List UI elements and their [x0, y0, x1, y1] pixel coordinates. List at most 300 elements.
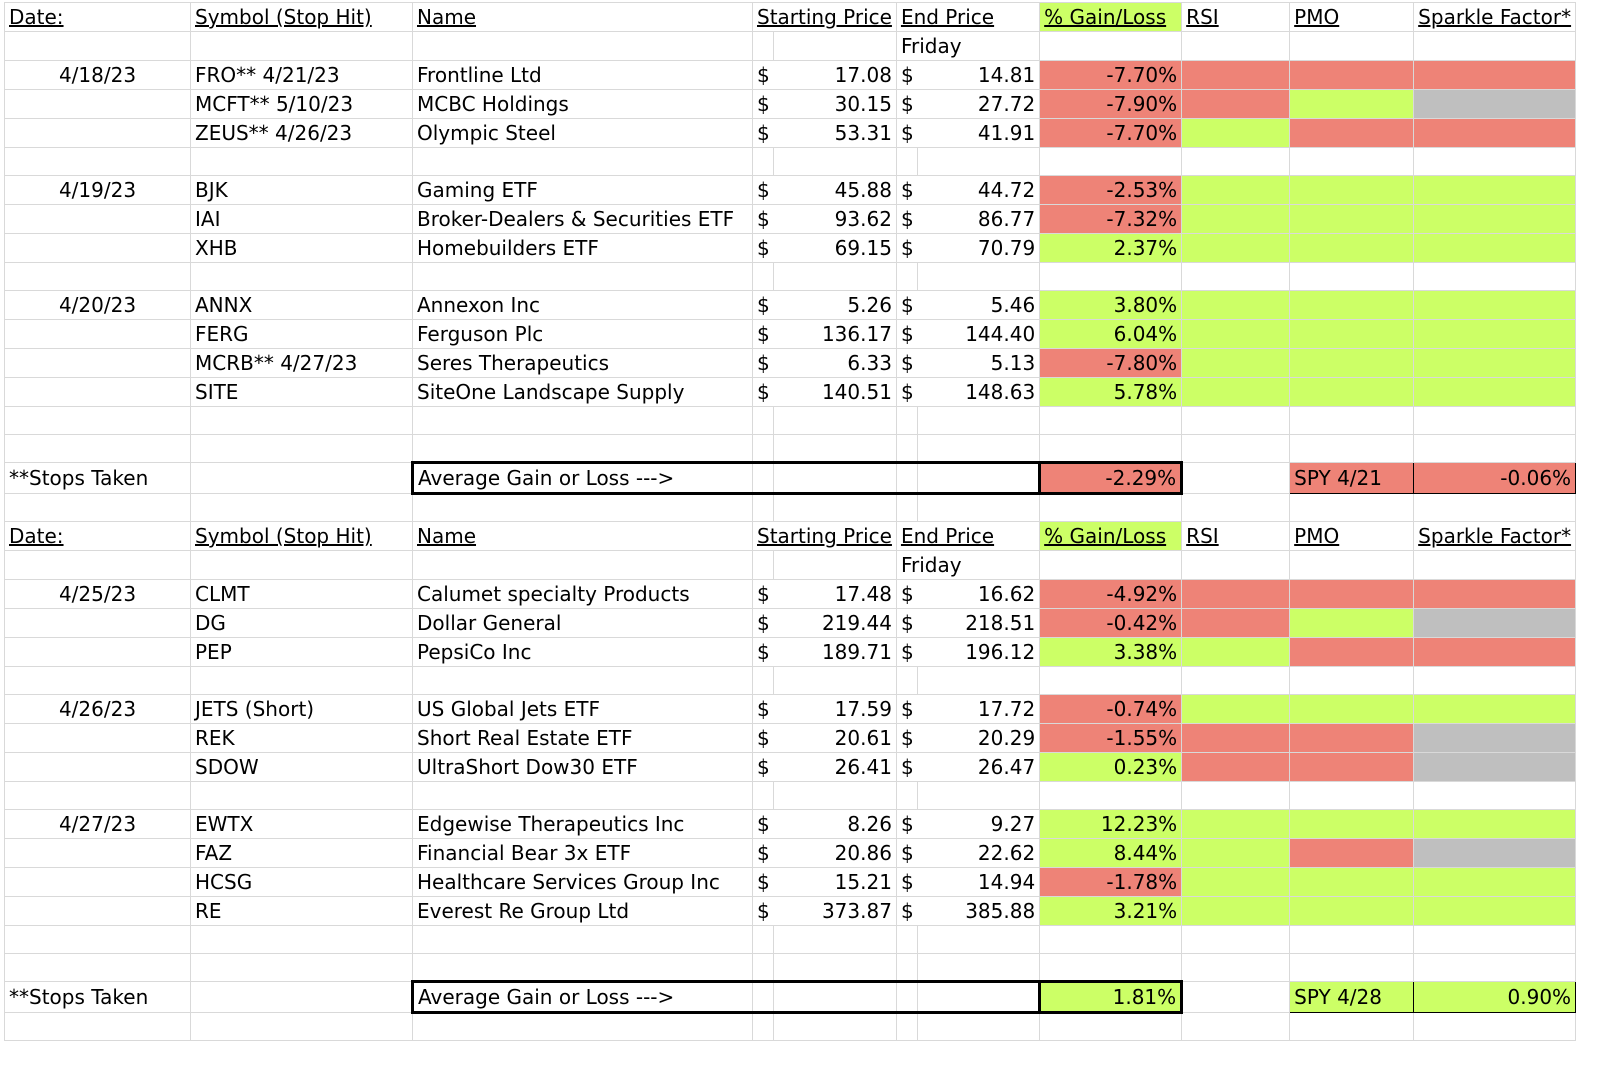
currency-cell[interactable]: $	[753, 234, 774, 263]
currency-cell[interactable]: $	[896, 205, 917, 234]
starting-price-cell[interactable]: 30.15	[774, 90, 897, 119]
starting-price-cell[interactable]: 17.08	[774, 61, 897, 90]
currency-cell[interactable]: $	[896, 291, 917, 320]
empty-cell[interactable]	[1414, 551, 1576, 580]
currency-cell[interactable]: $	[896, 378, 917, 407]
symbol-cell[interactable]: HCSG	[191, 868, 413, 897]
empty-cell[interactable]	[413, 667, 753, 695]
currency-cell[interactable]: $	[896, 695, 917, 724]
empty-cell[interactable]	[5, 638, 191, 667]
empty-cell[interactable]	[896, 148, 917, 176]
currency-cell[interactable]: $	[753, 638, 774, 667]
name-cell[interactable]: SiteOne Landscape Supply	[413, 378, 753, 407]
gain-loss-cell[interactable]: 8.44%	[1040, 839, 1182, 868]
empty-cell[interactable]	[1182, 954, 1290, 982]
pmo-indicator-cell[interactable]	[1290, 580, 1414, 609]
summary-box-cell[interactable]	[774, 982, 897, 1013]
rsi-indicator-cell[interactable]	[1182, 291, 1290, 320]
symbol-cell[interactable]: PEP	[191, 638, 413, 667]
currency-cell[interactable]: $	[896, 234, 917, 263]
starting-price-cell[interactable]: 373.87	[774, 897, 897, 926]
empty-cell[interactable]	[1182, 463, 1290, 494]
empty-cell[interactable]	[5, 378, 191, 407]
header-pmo[interactable]: PMO	[1290, 522, 1414, 551]
empty-cell[interactable]	[1040, 407, 1182, 435]
starting-price-cell[interactable]: 20.86	[774, 839, 897, 868]
empty-cell[interactable]	[413, 551, 753, 580]
empty-cell[interactable]	[918, 148, 1040, 176]
currency-cell[interactable]: $	[753, 724, 774, 753]
pmo-indicator-cell[interactable]	[1290, 176, 1414, 205]
empty-cell[interactable]	[191, 407, 413, 435]
symbol-cell[interactable]: MCRB** 4/27/23	[191, 349, 413, 378]
currency-cell[interactable]: $	[753, 839, 774, 868]
symbol-cell[interactable]: SITE	[191, 378, 413, 407]
empty-cell[interactable]	[1182, 407, 1290, 435]
sparkle-indicator-cell[interactable]	[1414, 724, 1576, 753]
subheader-friday[interactable]: Friday	[896, 32, 1039, 61]
sparkle-indicator-cell[interactable]	[1414, 609, 1576, 638]
starting-price-cell[interactable]: 17.59	[774, 695, 897, 724]
empty-cell[interactable]	[413, 494, 753, 522]
starting-price-cell[interactable]: 45.88	[774, 176, 897, 205]
empty-cell[interactable]	[896, 494, 917, 522]
empty-cell[interactable]	[413, 32, 753, 61]
header-rsi[interactable]: RSI	[1182, 522, 1290, 551]
date-cell[interactable]: 4/20/23	[5, 291, 191, 320]
name-cell[interactable]: Everest Re Group Ltd	[413, 897, 753, 926]
empty-cell[interactable]	[753, 32, 774, 61]
spy-label[interactable]: SPY 4/28	[1290, 982, 1414, 1013]
symbol-cell[interactable]: FAZ	[191, 839, 413, 868]
empty-cell[interactable]	[896, 407, 917, 435]
starting-price-cell[interactable]: 219.44	[774, 609, 897, 638]
gain-loss-cell[interactable]: -7.70%	[1040, 119, 1182, 148]
empty-cell[interactable]	[774, 551, 897, 580]
gain-loss-cell[interactable]: -0.42%	[1040, 609, 1182, 638]
empty-cell[interactable]	[1182, 551, 1290, 580]
gain-loss-cell[interactable]: 2.37%	[1040, 234, 1182, 263]
empty-cell[interactable]	[896, 1013, 917, 1041]
empty-cell[interactable]	[1040, 667, 1182, 695]
end-price-cell[interactable]: 14.81	[918, 61, 1040, 90]
symbol-cell[interactable]: IAI	[191, 205, 413, 234]
end-price-cell[interactable]: 218.51	[918, 609, 1040, 638]
end-price-cell[interactable]: 9.27	[918, 810, 1040, 839]
empty-cell[interactable]	[753, 782, 774, 810]
empty-cell[interactable]	[774, 782, 897, 810]
name-cell[interactable]: Gaming ETF	[413, 176, 753, 205]
pmo-indicator-cell[interactable]	[1290, 724, 1414, 753]
currency-cell[interactable]: $	[753, 609, 774, 638]
empty-cell[interactable]	[1290, 32, 1414, 61]
pmo-indicator-cell[interactable]	[1290, 320, 1414, 349]
currency-cell[interactable]: $	[753, 378, 774, 407]
symbol-cell[interactable]: FERG	[191, 320, 413, 349]
empty-cell[interactable]	[1414, 148, 1576, 176]
currency-cell[interactable]: $	[753, 61, 774, 90]
empty-cell[interactable]	[1290, 494, 1414, 522]
rsi-indicator-cell[interactable]	[1182, 119, 1290, 148]
empty-cell[interactable]	[1040, 926, 1182, 954]
empty-cell[interactable]	[774, 407, 897, 435]
empty-cell[interactable]	[191, 263, 413, 291]
end-price-cell[interactable]: 44.72	[918, 176, 1040, 205]
currency-cell[interactable]: $	[753, 580, 774, 609]
empty-cell[interactable]	[5, 435, 191, 463]
end-price-cell[interactable]: 16.62	[918, 580, 1040, 609]
empty-cell[interactable]	[753, 926, 774, 954]
date-cell[interactable]: 4/25/23	[5, 580, 191, 609]
currency-cell[interactable]: $	[753, 119, 774, 148]
header-name[interactable]: Name	[413, 3, 753, 32]
empty-cell[interactable]	[5, 724, 191, 753]
empty-cell[interactable]	[5, 782, 191, 810]
rsi-indicator-cell[interactable]	[1182, 638, 1290, 667]
gain-loss-cell[interactable]: 0.23%	[1040, 753, 1182, 782]
name-cell[interactable]: Ferguson Plc	[413, 320, 753, 349]
header-starting-price[interactable]: Starting Price	[753, 522, 897, 551]
empty-cell[interactable]	[774, 263, 897, 291]
summary-box-cell[interactable]	[753, 982, 774, 1013]
rsi-indicator-cell[interactable]	[1182, 695, 1290, 724]
end-price-cell[interactable]: 14.94	[918, 868, 1040, 897]
empty-cell[interactable]	[1290, 954, 1414, 982]
currency-cell[interactable]: $	[753, 205, 774, 234]
average-label[interactable]: Average Gain or Loss --->	[413, 463, 753, 494]
end-price-cell[interactable]: 17.72	[918, 695, 1040, 724]
end-price-cell[interactable]: 385.88	[918, 897, 1040, 926]
currency-cell[interactable]: $	[896, 349, 917, 378]
empty-cell[interactable]	[1290, 435, 1414, 463]
sparkle-indicator-cell[interactable]	[1414, 378, 1576, 407]
empty-cell[interactable]	[191, 463, 413, 494]
empty-cell[interactable]	[753, 954, 774, 982]
pmo-indicator-cell[interactable]	[1290, 234, 1414, 263]
empty-cell[interactable]	[5, 667, 191, 695]
header-pmo[interactable]: PMO	[1290, 3, 1414, 32]
empty-cell[interactable]	[1290, 263, 1414, 291]
empty-cell[interactable]	[753, 667, 774, 695]
empty-cell[interactable]	[413, 954, 753, 982]
name-cell[interactable]: Financial Bear 3x ETF	[413, 839, 753, 868]
currency-cell[interactable]: $	[896, 90, 917, 119]
empty-cell[interactable]	[1040, 551, 1182, 580]
empty-cell[interactable]	[753, 263, 774, 291]
sparkle-indicator-cell[interactable]	[1414, 176, 1576, 205]
currency-cell[interactable]: $	[896, 897, 917, 926]
currency-cell[interactable]: $	[896, 753, 917, 782]
rsi-indicator-cell[interactable]	[1182, 753, 1290, 782]
gain-loss-cell[interactable]: 3.80%	[1040, 291, 1182, 320]
header-name[interactable]: Name	[413, 522, 753, 551]
empty-cell[interactable]	[774, 926, 897, 954]
pmo-indicator-cell[interactable]	[1290, 753, 1414, 782]
empty-cell[interactable]	[1414, 263, 1576, 291]
pmo-indicator-cell[interactable]	[1290, 695, 1414, 724]
empty-cell[interactable]	[5, 320, 191, 349]
name-cell[interactable]: PepsiCo Inc	[413, 638, 753, 667]
spy-label[interactable]: SPY 4/21	[1290, 463, 1414, 494]
currency-cell[interactable]: $	[753, 897, 774, 926]
empty-cell[interactable]	[413, 926, 753, 954]
starting-price-cell[interactable]: 53.31	[774, 119, 897, 148]
empty-cell[interactable]	[753, 1013, 774, 1041]
empty-cell[interactable]	[774, 954, 897, 982]
end-price-cell[interactable]: 148.63	[918, 378, 1040, 407]
empty-cell[interactable]	[413, 407, 753, 435]
currency-cell[interactable]: $	[896, 724, 917, 753]
empty-cell[interactable]	[5, 551, 191, 580]
empty-cell[interactable]	[896, 667, 917, 695]
symbol-cell[interactable]: MCFT** 5/10/23	[191, 90, 413, 119]
spy-value[interactable]: -0.06%	[1414, 463, 1576, 494]
empty-cell[interactable]	[1290, 667, 1414, 695]
date-cell[interactable]: 4/19/23	[5, 176, 191, 205]
starting-price-cell[interactable]: 140.51	[774, 378, 897, 407]
empty-cell[interactable]	[5, 119, 191, 148]
sparkle-indicator-cell[interactable]	[1414, 61, 1576, 90]
stops-taken-label[interactable]: **Stops Taken	[5, 982, 191, 1013]
name-cell[interactable]: Annexon Inc	[413, 291, 753, 320]
summary-box-cell[interactable]	[753, 463, 774, 494]
spy-value[interactable]: 0.90%	[1414, 982, 1576, 1013]
currency-cell[interactable]: $	[753, 753, 774, 782]
empty-cell[interactable]	[1414, 782, 1576, 810]
empty-cell[interactable]	[774, 148, 897, 176]
empty-cell[interactable]	[5, 32, 191, 61]
empty-cell[interactable]	[918, 926, 1040, 954]
currency-cell[interactable]: $	[753, 90, 774, 119]
empty-cell[interactable]	[1182, 494, 1290, 522]
rsi-indicator-cell[interactable]	[1182, 176, 1290, 205]
empty-cell[interactable]	[1414, 926, 1576, 954]
pmo-indicator-cell[interactable]	[1290, 609, 1414, 638]
gain-loss-cell[interactable]: -0.74%	[1040, 695, 1182, 724]
empty-cell[interactable]	[1040, 435, 1182, 463]
summary-box-cell[interactable]	[896, 463, 917, 494]
symbol-cell[interactable]: ZEUS** 4/26/23	[191, 119, 413, 148]
gain-loss-cell[interactable]: -7.70%	[1040, 61, 1182, 90]
sparkle-indicator-cell[interactable]	[1414, 90, 1576, 119]
empty-cell[interactable]	[1182, 982, 1290, 1013]
gain-loss-cell[interactable]: 3.38%	[1040, 638, 1182, 667]
average-value[interactable]: -2.29%	[1040, 463, 1182, 494]
symbol-cell[interactable]: CLMT	[191, 580, 413, 609]
currency-cell[interactable]: $	[753, 868, 774, 897]
symbol-cell[interactable]: ANNX	[191, 291, 413, 320]
empty-cell[interactable]	[5, 868, 191, 897]
end-price-cell[interactable]: 27.72	[918, 90, 1040, 119]
symbol-cell[interactable]: BJK	[191, 176, 413, 205]
starting-price-cell[interactable]: 189.71	[774, 638, 897, 667]
sparkle-indicator-cell[interactable]	[1414, 638, 1576, 667]
empty-cell[interactable]	[191, 551, 413, 580]
symbol-cell[interactable]: FRO** 4/21/23	[191, 61, 413, 90]
currency-cell[interactable]: $	[896, 61, 917, 90]
empty-cell[interactable]	[1414, 407, 1576, 435]
empty-cell[interactable]	[5, 407, 191, 435]
empty-cell[interactable]	[413, 782, 753, 810]
empty-cell[interactable]	[774, 435, 897, 463]
empty-cell[interactable]	[1182, 782, 1290, 810]
end-price-cell[interactable]: 70.79	[918, 234, 1040, 263]
sparkle-indicator-cell[interactable]	[1414, 839, 1576, 868]
empty-cell[interactable]	[1290, 782, 1414, 810]
empty-cell[interactable]	[5, 349, 191, 378]
pmo-indicator-cell[interactable]	[1290, 349, 1414, 378]
empty-cell[interactable]	[1040, 263, 1182, 291]
pmo-indicator-cell[interactable]	[1290, 839, 1414, 868]
stops-taken-label[interactable]: **Stops Taken	[5, 463, 191, 494]
name-cell[interactable]: US Global Jets ETF	[413, 695, 753, 724]
pmo-indicator-cell[interactable]	[1290, 810, 1414, 839]
empty-cell[interactable]	[896, 263, 917, 291]
symbol-cell[interactable]: REK	[191, 724, 413, 753]
header-sparkle-factor[interactable]: Sparkle Factor*	[1414, 3, 1576, 32]
rsi-indicator-cell[interactable]	[1182, 580, 1290, 609]
empty-cell[interactable]	[1182, 926, 1290, 954]
name-cell[interactable]: Broker-Dealers & Securities ETF	[413, 205, 753, 234]
name-cell[interactable]: Frontline Ltd	[413, 61, 753, 90]
empty-cell[interactable]	[191, 32, 413, 61]
empty-cell[interactable]	[1290, 1013, 1414, 1041]
currency-cell[interactable]: $	[896, 609, 917, 638]
empty-cell[interactable]	[5, 263, 191, 291]
sparkle-indicator-cell[interactable]	[1414, 119, 1576, 148]
empty-cell[interactable]	[1040, 1013, 1182, 1041]
empty-cell[interactable]	[753, 551, 774, 580]
empty-cell[interactable]	[1414, 494, 1576, 522]
gain-loss-cell[interactable]: -2.53%	[1040, 176, 1182, 205]
pmo-indicator-cell[interactable]	[1290, 868, 1414, 897]
header-symbol[interactable]: Symbol (Stop Hit)	[191, 3, 413, 32]
empty-cell[interactable]	[5, 753, 191, 782]
sparkle-indicator-cell[interactable]	[1414, 205, 1576, 234]
end-price-cell[interactable]: 41.91	[918, 119, 1040, 148]
header-rsi[interactable]: RSI	[1182, 3, 1290, 32]
empty-cell[interactable]	[896, 954, 917, 982]
empty-cell[interactable]	[1290, 551, 1414, 580]
rsi-indicator-cell[interactable]	[1182, 61, 1290, 90]
pmo-indicator-cell[interactable]	[1290, 119, 1414, 148]
pmo-indicator-cell[interactable]	[1290, 61, 1414, 90]
empty-cell[interactable]	[5, 1013, 191, 1041]
sparkle-indicator-cell[interactable]	[1414, 291, 1576, 320]
empty-cell[interactable]	[1040, 494, 1182, 522]
empty-cell[interactable]	[774, 1013, 897, 1041]
average-label[interactable]: Average Gain or Loss --->	[413, 982, 753, 1013]
empty-cell[interactable]	[1290, 926, 1414, 954]
header-symbol[interactable]: Symbol (Stop Hit)	[191, 522, 413, 551]
empty-cell[interactable]	[191, 1013, 413, 1041]
empty-cell[interactable]	[191, 926, 413, 954]
name-cell[interactable]: Short Real Estate ETF	[413, 724, 753, 753]
currency-cell[interactable]: $	[896, 839, 917, 868]
header-end-price[interactable]: End Price	[896, 522, 1039, 551]
empty-cell[interactable]	[191, 782, 413, 810]
symbol-cell[interactable]: XHB	[191, 234, 413, 263]
empty-cell[interactable]	[5, 839, 191, 868]
gain-loss-cell[interactable]: -7.80%	[1040, 349, 1182, 378]
name-cell[interactable]: Olympic Steel	[413, 119, 753, 148]
empty-cell[interactable]	[1182, 1013, 1290, 1041]
rsi-indicator-cell[interactable]	[1182, 90, 1290, 119]
empty-cell[interactable]	[918, 667, 1040, 695]
sparkle-indicator-cell[interactable]	[1414, 868, 1576, 897]
empty-cell[interactable]	[5, 897, 191, 926]
rsi-indicator-cell[interactable]	[1182, 320, 1290, 349]
empty-cell[interactable]	[1040, 148, 1182, 176]
empty-cell[interactable]	[1040, 782, 1182, 810]
name-cell[interactable]: Seres Therapeutics	[413, 349, 753, 378]
sparkle-indicator-cell[interactable]	[1414, 234, 1576, 263]
rsi-indicator-cell[interactable]	[1182, 234, 1290, 263]
currency-cell[interactable]: $	[896, 176, 917, 205]
end-price-cell[interactable]: 5.46	[918, 291, 1040, 320]
empty-cell[interactable]	[5, 609, 191, 638]
empty-cell[interactable]	[1040, 954, 1182, 982]
rsi-indicator-cell[interactable]	[1182, 810, 1290, 839]
name-cell[interactable]: Edgewise Therapeutics Inc	[413, 810, 753, 839]
empty-cell[interactable]	[1414, 1013, 1576, 1041]
name-cell[interactable]: Healthcare Services Group Inc	[413, 868, 753, 897]
sparkle-indicator-cell[interactable]	[1414, 349, 1576, 378]
empty-cell[interactable]	[1182, 667, 1290, 695]
rsi-indicator-cell[interactable]	[1182, 609, 1290, 638]
pmo-indicator-cell[interactable]	[1290, 291, 1414, 320]
sparkle-indicator-cell[interactable]	[1414, 753, 1576, 782]
header-gain-loss[interactable]: % Gain/Loss	[1040, 522, 1182, 551]
end-price-cell[interactable]: 144.40	[918, 320, 1040, 349]
sparkle-indicator-cell[interactable]	[1414, 695, 1576, 724]
empty-cell[interactable]	[896, 926, 917, 954]
empty-cell[interactable]	[1040, 32, 1182, 61]
empty-cell[interactable]	[5, 954, 191, 982]
empty-cell[interactable]	[1414, 32, 1576, 61]
symbol-cell[interactable]: DG	[191, 609, 413, 638]
header-gain-loss[interactable]: % Gain/Loss	[1040, 3, 1182, 32]
currency-cell[interactable]: $	[753, 810, 774, 839]
symbol-cell[interactable]: RE	[191, 897, 413, 926]
summary-box-cell[interactable]	[918, 982, 1040, 1013]
empty-cell[interactable]	[5, 90, 191, 119]
rsi-indicator-cell[interactable]	[1182, 868, 1290, 897]
currency-cell[interactable]: $	[896, 868, 917, 897]
gain-loss-cell[interactable]: -1.55%	[1040, 724, 1182, 753]
summary-box-cell[interactable]	[918, 463, 1040, 494]
pmo-indicator-cell[interactable]	[1290, 638, 1414, 667]
pmo-indicator-cell[interactable]	[1290, 378, 1414, 407]
starting-price-cell[interactable]: 93.62	[774, 205, 897, 234]
starting-price-cell[interactable]: 6.33	[774, 349, 897, 378]
gain-loss-cell[interactable]: 6.04%	[1040, 320, 1182, 349]
gain-loss-cell[interactable]: -4.92%	[1040, 580, 1182, 609]
gain-loss-cell[interactable]: 12.23%	[1040, 810, 1182, 839]
currency-cell[interactable]: $	[753, 176, 774, 205]
empty-cell[interactable]	[413, 435, 753, 463]
summary-box-cell[interactable]	[774, 463, 897, 494]
currency-cell[interactable]: $	[753, 349, 774, 378]
empty-cell[interactable]	[918, 263, 1040, 291]
empty-cell[interactable]	[191, 494, 413, 522]
currency-cell[interactable]: $	[896, 320, 917, 349]
starting-price-cell[interactable]: 17.48	[774, 580, 897, 609]
gain-loss-cell[interactable]: -7.90%	[1040, 90, 1182, 119]
empty-cell[interactable]	[896, 782, 917, 810]
header-end-price[interactable]: End Price	[896, 3, 1039, 32]
rsi-indicator-cell[interactable]	[1182, 724, 1290, 753]
